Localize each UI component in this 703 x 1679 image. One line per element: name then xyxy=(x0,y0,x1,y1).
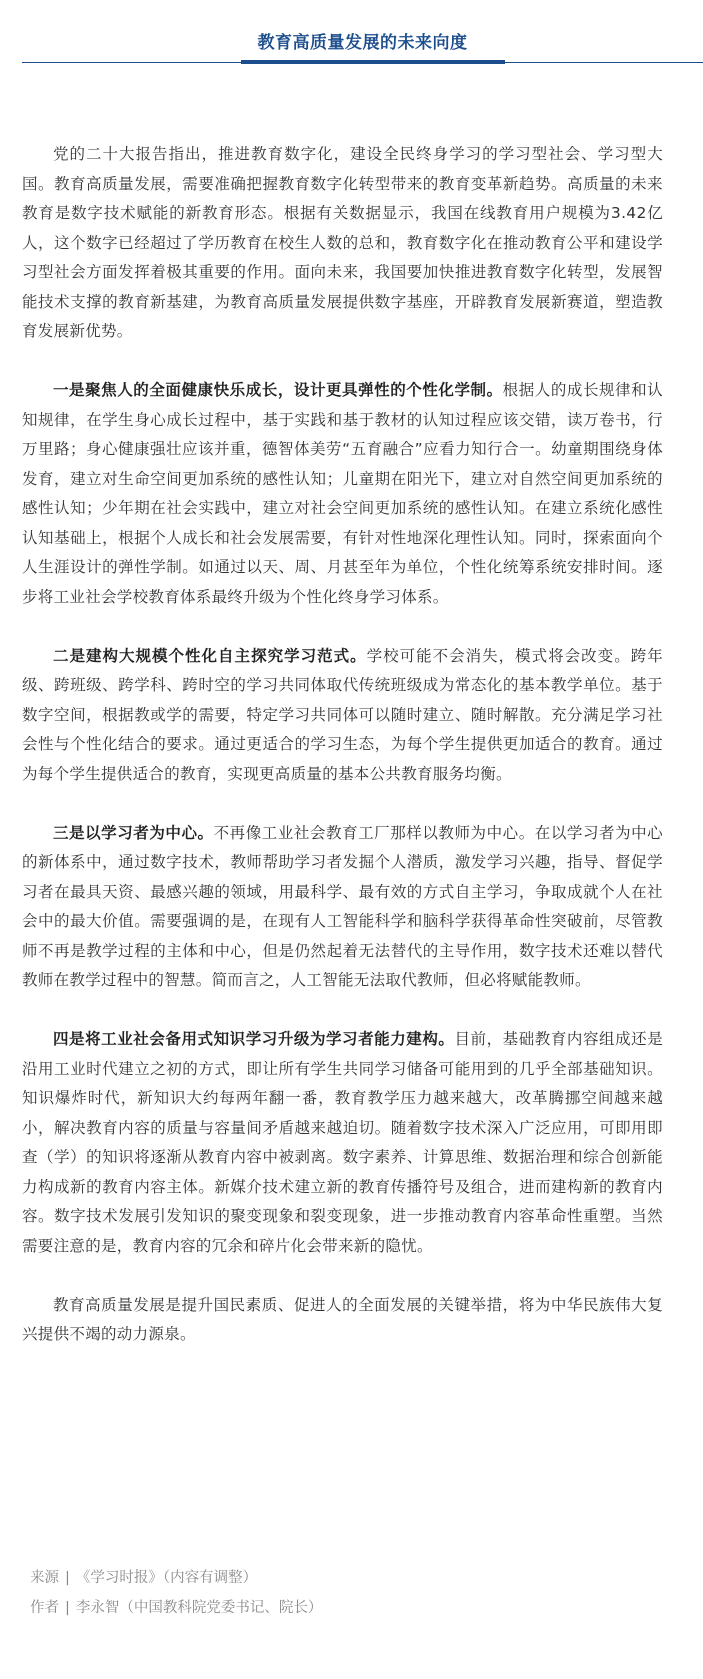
source-label: 来源 xyxy=(30,1570,59,1586)
paragraph-lead: 一是聚焦人的全面健康快乐成长，设计更具弹性的个性化学制。 xyxy=(53,381,503,399)
paragraph-text: 教育高质量发展是提升国民素质、促进人的全面发展的关键举措，将为中华民族伟大复兴提供不竭的动力源泉。 xyxy=(22,1295,663,1343)
header-accent-bar xyxy=(241,60,505,64)
author-line xyxy=(30,1593,322,1623)
article-body xyxy=(22,140,663,1379)
article-footer xyxy=(30,1563,322,1623)
author-separator: | xyxy=(65,1600,70,1616)
page-title: 教育高质量发展的未来向度 xyxy=(257,33,468,53)
conclusion-paragraph xyxy=(22,1291,663,1350)
point-three-paragraph xyxy=(22,819,663,996)
paragraph-text: 不再像工业社会教育工厂那样以教师为中心。在以学习者为中心的新体系中，通过数字技术，教师帮助学习者发掘个人潜质，激发学习兴趣，指导、督促学习者在最具天资、最感兴趣的领域，用最科学、最有效的方式自主学习，争取成就个人在社会中的最大价值。需要强调的是，在现有人工智能科学和脑科学获得革命性突破前，尽管教师不再是教学过程的主体和中心，但是仍然起着无法替代的主导作用，数字技术还难以替代教师在教学过程中的智慧。简而言之，人工智能无法取代教师，但必将赋能教师。 xyxy=(22,823,663,989)
article-header xyxy=(22,0,703,66)
intro-paragraph xyxy=(22,140,663,347)
source-separator: | xyxy=(65,1570,70,1586)
paragraph-lead: 四是将工业社会备用式知识学习升级为学习者能力建构。 xyxy=(53,1030,455,1048)
point-one-paragraph xyxy=(22,376,663,612)
paragraph-text: 根据人的成长规律和认知规律，在学生身心成长过程中，基于实践和基于教材的认知过程应该交错，读万卷书，行万里路；身心健康强壮应该并重，德智体美劳“五育融合”应看力知行合一。幼童期围绕身体发育，建立对生命空间更加系统的感性认知；儿童期在阳光下，建立对自然空间更加系统的感性认知；少年期在社会实践中，建立对社会空间更加系统的感性认知。在建立系统化感性认知基础上，根据个人成长和社会发展需要，有针对性地深化理性认知。同时，探索面向个人生涯设计的弹性学制。如通过以天、周、月甚至年为单位，个性化统筹系统安排时间。逐步将工业社会学校教育体系最终升级为个性化终身学习体系。 xyxy=(22,381,663,606)
author-label: 作者 xyxy=(30,1600,59,1616)
author-value: 李永智（中国教科院党委书记、院长） xyxy=(75,1600,323,1616)
paragraph-text: 党的二十大报告指出，推进教育数字化，建设全民终身学习的学习型社会、学习型大国。教育高质量发展，需要准确把握教育数字化转型带来的教育变革新趋势。高质量的未来教育是数字技术赋能的新教育形态。根据有关数据显示，我国在线教育用户规模为3.42亿人，这个数字已经超过了学历教育在校生人数的总和，教育数字化在推动教育公平和建设学习型社会方面发挥着极其重要的作用。面向未来，我国要加快推进教育数字化转型，发展智能技术支撑的教育新基建，为教育高质量发展提供数字基座，开辟教育发展新赛道，塑造教育发展新优势。 xyxy=(22,145,663,340)
source-value: 《学习时报》（内容有调整） xyxy=(75,1570,258,1586)
paragraph-text: 目前，基础教育内容组成还是沿用工业时代建立之初的方式，即让所有学生共同学习储备可能用到的几乎全部基础知识。知识爆炸时代，新知识大约每两年翻一番，教育教学压力越来越大，改革腾挪空间越来越小，解决教育内容的质量与容量间矛盾越来越迫切。随着数字技术深入广泛应用，可即用即查（学）的知识将逐渐从教育内容中被剥离。数字素养、计算思维、数据治理和综合创新能力构成新的教育内容主体。新媒介技术建立新的教育传播符号及组合，进而建构新的教育内容。数字技术发展引发知识的聚变现象和裂变现象，进一步推动教育内容革命性重塑。当然需要注意的是，教育内容的冗余和碎片化会带来新的隐忧。 xyxy=(22,1030,663,1255)
paragraph-text: 学校可能不会消失，模式将会改变。跨年级、跨班级、跨学科、跨时空的学习共同体取代传统班级成为常态化的基本教学单位。基于数字空间，根据教或学的需要，特定学习共同体可以随时建立、随时解散。充分满足学习社会性与个性化结合的要求。通过更适合的学习生态，为每个学生提供更加适合的教育。通过为每个学生提供适合的教育，实现更高质量的基本公共教育服务均衡。 xyxy=(22,646,664,783)
point-four-paragraph xyxy=(22,1025,663,1261)
point-two-paragraph xyxy=(22,642,663,790)
paragraph-lead: 二是建构大规模个性化自主探究学习范式。 xyxy=(53,646,367,665)
source-line xyxy=(30,1563,322,1593)
paragraph-lead: 三是以学习者为中心。 xyxy=(53,823,214,842)
